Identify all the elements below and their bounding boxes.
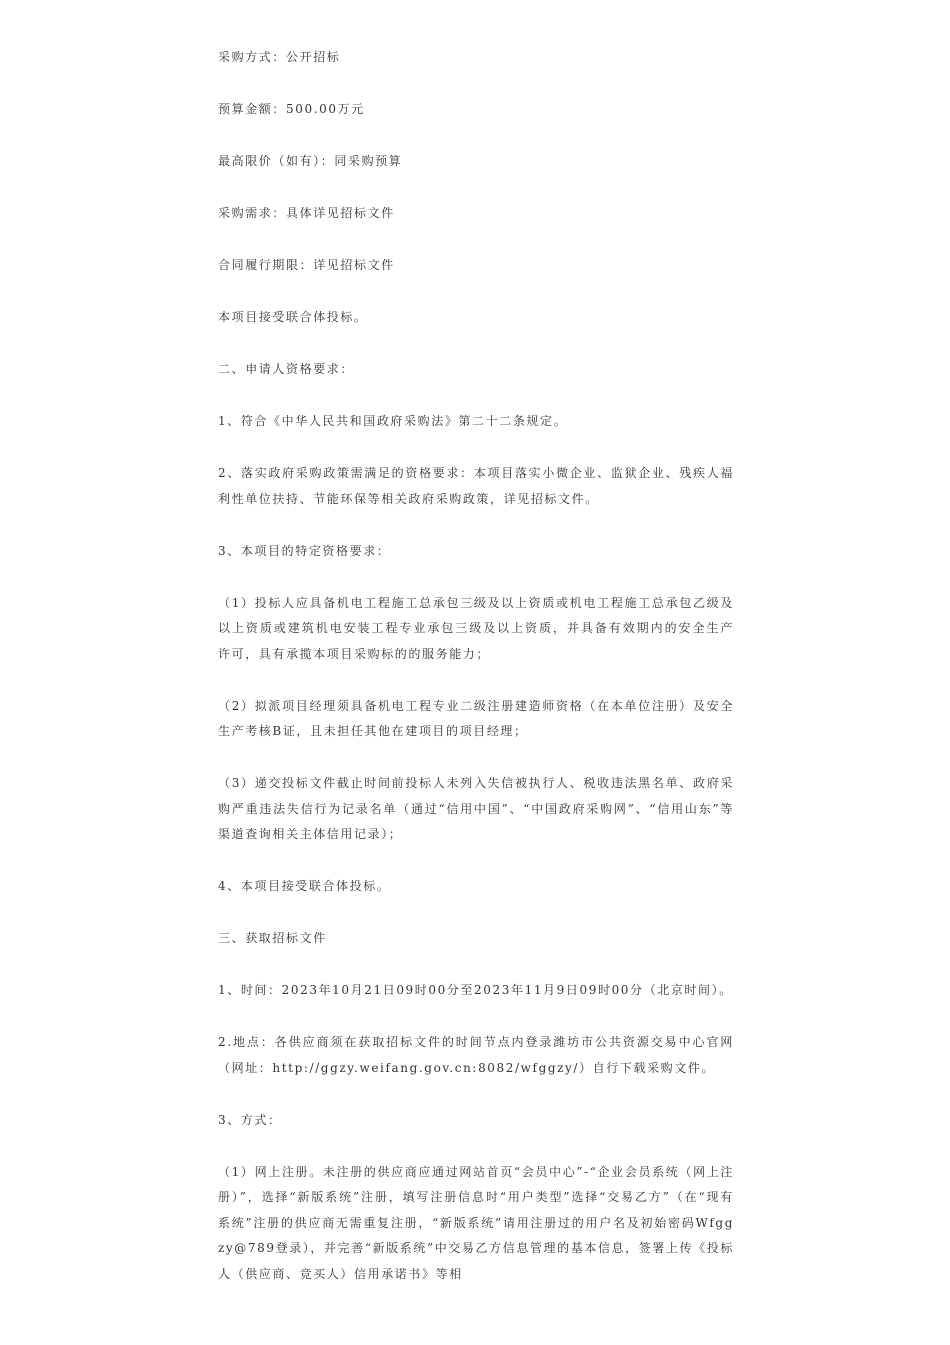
- procurement-method: 采购方式：公开招标: [218, 50, 341, 64]
- consortium-note: 本项目接受联合体投标。: [218, 310, 368, 324]
- document-location: 2.地点：各供应商须在获取招标文件的时间节点内登录潍坊市公共资源交易中心官网（网址：http://ggzy.weifang.gov.cn:8082/wfggzy/）自行下载采购文件。: [218, 1035, 734, 1075]
- document-body: [218, 45, 734, 1314]
- section-heading-qualification: 二、申请人资格要求：: [218, 362, 355, 376]
- qualification-item-4: 4、本项目接受联合体投标。: [218, 879, 391, 893]
- qualification-item-3: 3、本项目的特定资格要求：: [218, 543, 391, 558]
- document-method-heading: 3、方式：: [218, 1112, 282, 1127]
- specific-requirement-2: （2）拟派项目经理须具备机电工程专业二级注册建造师资格（在本单位注册）及安全生产考核B证，且未担任其他在建项目的项目经理；: [218, 698, 734, 738]
- max-price: 最高限价（如有）：同采购预算: [218, 154, 403, 168]
- section-heading-documents: 三、获取招标文件: [218, 931, 327, 945]
- online-registration: （1）网上注册。未注册的供应商应通过网站首页“会员中心”-“企业会员系统（网上注册）”，选择“新版系统”注册，填写注册信息时“用户类型”选择“交易乙方”（在“现有系统”注册的供应商无需重复注册，“新版系统”请用注册过的用户名及初始密码Wfggzy@789登录），并完善“新版系统”中交易乙方信息管理的基本信息，签署上传《投标人（供应商、竞买人）信用承诺书》等相: [218, 1164, 734, 1281]
- procurement-requirement: 采购需求：具体详见招标文件: [218, 206, 395, 220]
- budget-amount: 预算金额：500.00万元: [218, 102, 365, 116]
- qualification-item-1: 1、符合《中华人民共和国政府采购法》第二十二条规定。: [218, 414, 568, 428]
- qualification-item-2: 2、落实政府采购政策需满足的资格要求：本项目落实小微企业、监狱企业、残疾人福利性单位扶持、节能环保等相关政府采购政策，详见招标文件。: [218, 466, 734, 506]
- document-time: 1、时间：2023年10月21日09时00分至2023年11月9日09时00分（北京时间）。: [218, 983, 733, 997]
- specific-requirement-3: （3）递交投标文件截止时间前投标人未列入失信被执行人、税收违法黑名单、政府采购严重违法失信行为记录名单（通过“信用中国”、“中国政府采购网”、“信用山东”等渠道查询相关主体信用记录）；: [218, 776, 734, 841]
- specific-requirement-1: （1）投标人应具备机电工程施工总承包三级及以上资质或机电工程施工总承包乙级及以上资质或建筑机电安装工程专业承包三级及以上资质，并具备有效期内的安全生产许可，具有承揽本项目采购标的的服务能力；: [218, 595, 734, 661]
- contract-period: 合同履行期限：详见招标文件: [218, 258, 395, 272]
